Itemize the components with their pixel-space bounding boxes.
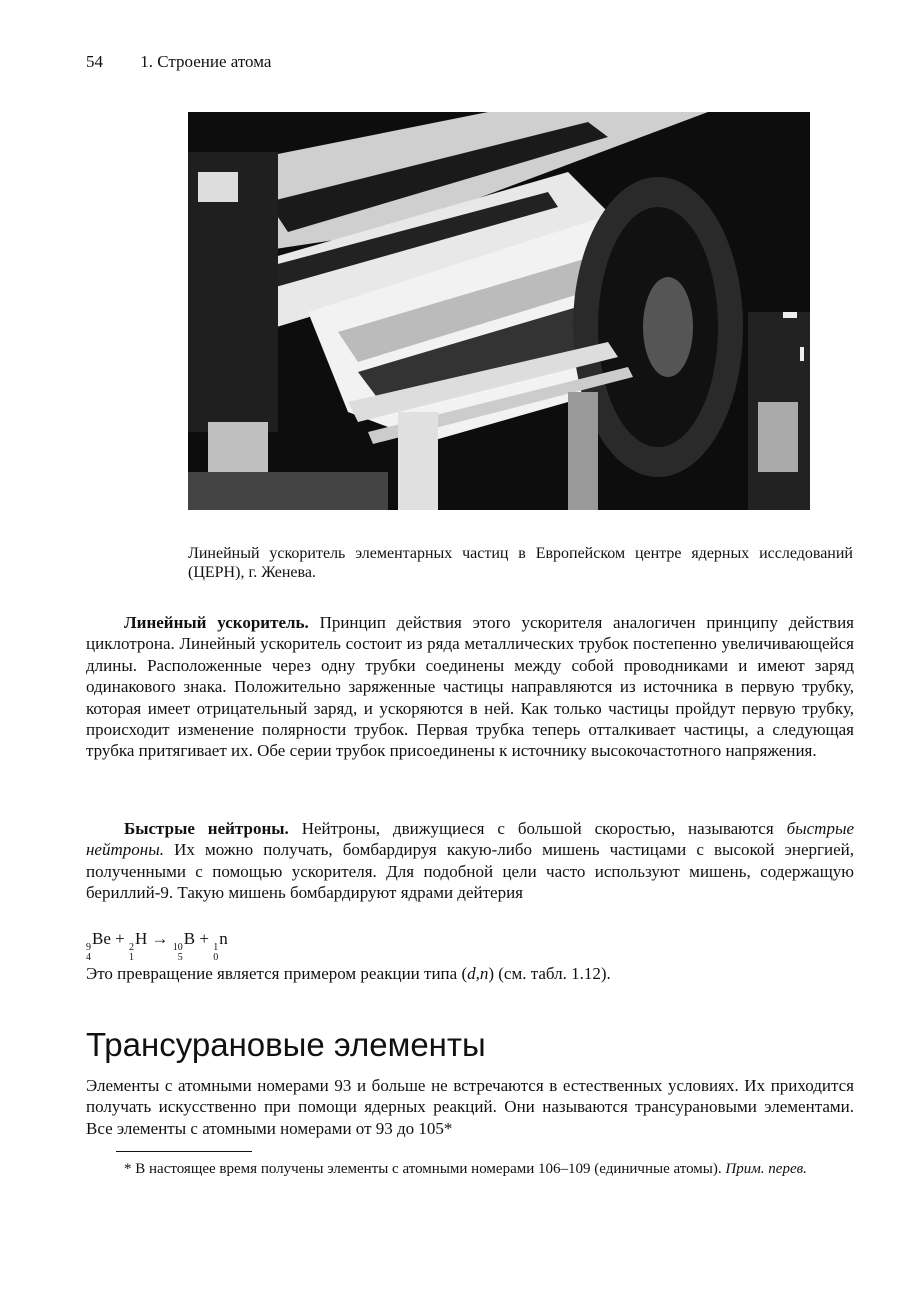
fast-neutrons-term: быстрые нейтроны. (86, 819, 855, 860)
be-symbol: Be (92, 929, 111, 948)
fast-neutrons-paragraph (86, 818, 854, 904)
linear-accelerator-heading: Линейный ускоритель. (124, 613, 309, 632)
fast-neutrons-heading: Быстрые нейтроны. (124, 819, 289, 838)
be-nuclide-numbers: 9 4 (86, 942, 91, 963)
section-title: Трансурановые элементы (86, 1026, 486, 1063)
figure-caption: Линейный ускоритель элементарных частиц в Европейском центре ядерных исследований (ЦЕРН), г. Женева. (188, 545, 853, 581)
h-nuclide-numbers: 2 1 (128, 942, 134, 963)
page-header (86, 52, 271, 72)
linear-accelerator-text: Принцип действия этого ускорителя аналогичен принципу действия циклотрона. Линейный ускоритель состоит из ряда металлических трубок постепенно увеличивающейся длины. Расположенные через одну трубки соединены между собой проводниками и имеют заряд одинакового знака. Положительно заряженные частицы направляются из источника в первую трубку, которая имеет отрицательный заряд, и ускоряются в ней. Как только частицы пройдут первую трубку, происходит изменение полярности трубок. Первая трубка теперь отталкивает частицы, а следующая трубка притягивает их. Обе серии трубок присоединены к источнику высокочастотного напряжения. (86, 613, 854, 761)
footnote (86, 1160, 854, 1179)
accelerator-photo (188, 112, 810, 510)
plus-sign: + (199, 929, 209, 948)
reaction-note: Это превращение является примером реакции типа (d,n) (см. табл. 1.12). (86, 964, 611, 983)
footnote-text: * В настоящее время получены элементы с атомными номерами 106–109 (единичные атомы). (124, 1161, 722, 1177)
reaction-arrow: → (151, 929, 169, 948)
page-number: 54 (86, 52, 103, 71)
footnote-note: Прим. перев. (725, 1161, 807, 1177)
nuclear-reaction-formula (86, 929, 228, 963)
b-nuclide-numbers: 10 5 (172, 942, 183, 963)
n-symbol: n (219, 929, 228, 948)
h-symbol: H (134, 929, 148, 948)
fast-neutrons-text-b: Их можно получать, бомбардируя какую-либо мишень частицами с высокой энергией, полученными с помощью ускорителя. Для подобной цели часто используют мишень, содержащую бериллий-9. Такую мишень бомбардируют ядрами дейтерия (86, 840, 854, 903)
b-symbol: B (183, 929, 196, 948)
transuranium-paragraph: Элементы с атомными номерами 93 и больше не встречаются в естественных условиях. Их приходится получать искусственно при помощи ядерных реакций. Они называются трансурановыми элементами. Все элементы с атомными номерами от 93 до 105* (86, 1076, 854, 1138)
chapter-title: 1. Строение атома (140, 52, 272, 71)
fast-neutrons-text-a: Нейтроны, движущиеся с большой скоростью, называются (301, 819, 774, 838)
footnote-divider (116, 1151, 252, 1152)
accelerator-photo-image (188, 112, 810, 510)
plus-sign: + (115, 929, 125, 948)
linear-accelerator-paragraph (86, 612, 854, 762)
n-nuclide-numbers: 1 0 (213, 942, 219, 963)
